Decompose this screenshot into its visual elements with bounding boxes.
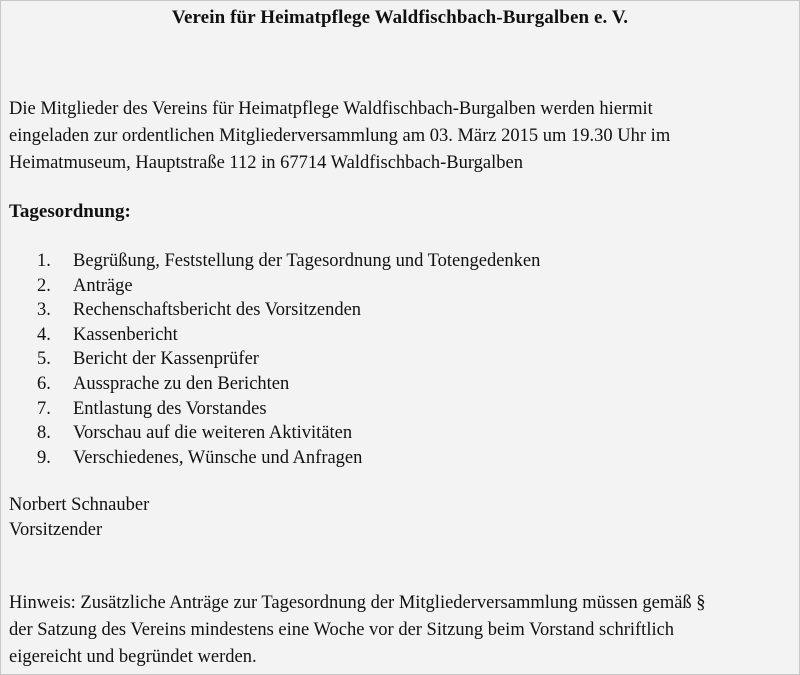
- signature-block: [9, 493, 149, 543]
- note-paragraph: [9, 590, 799, 671]
- agenda-item-text: Aussprache zu den Berichten: [73, 373, 290, 394]
- agenda-item-text: Entlastung des Vorstandes: [73, 398, 267, 419]
- agenda-item-number: 8.: [37, 423, 51, 444]
- note-line: der Satzung des Vereins mindestens eine Woche vor der Sitzung beim Vorstand schriftlich: [9, 620, 675, 640]
- note-line: Hinweis: Zusätzliche Anträge zur Tagesordnung der Mitgliederversammlung müssen gemäß §: [9, 593, 706, 613]
- agenda-item-number: 6.: [37, 373, 51, 394]
- agenda-item-number: 1.: [37, 251, 51, 271]
- agenda-item-number: 3.: [37, 300, 51, 321]
- agenda-item: [37, 347, 540, 372]
- agenda-item: [37, 274, 540, 299]
- agenda-item-number: 9.: [37, 447, 51, 468]
- intro-line: Die Mitglieder des Vereins für Heimatpflege Waldfischbach-Burgalben werden hiermit: [9, 99, 653, 119]
- agenda-list: [37, 249, 540, 470]
- agenda-item-text: Begrüßung, Feststellung der Tagesordnung und Totengedenken: [73, 251, 541, 271]
- agenda-item: [37, 323, 540, 348]
- agenda-item-text: Bericht der Kassenprüfer: [73, 349, 259, 370]
- agenda-item: [37, 249, 540, 274]
- agenda-item-text: Anträge: [73, 275, 133, 296]
- agenda-item-number: 2.: [37, 275, 51, 296]
- agenda-heading: Tagesordnung:: [9, 201, 131, 222]
- agenda-item-text: Rechenschaftsbericht des Vorsitzenden: [73, 300, 362, 321]
- agenda-item: [37, 397, 540, 422]
- intro-line: eingeladen zur ordentlichen Mitgliederversammlung am 03. März 2015 um 19.30 Uhr im: [9, 126, 671, 146]
- agenda-item: [37, 372, 540, 397]
- signature-role: Vorsitzender: [9, 520, 103, 540]
- agenda-item-number: 5.: [37, 349, 51, 370]
- agenda-item-number: 7.: [37, 398, 51, 419]
- agenda-item-text: Verschiedenes, Wünsche und Anfragen: [73, 447, 363, 468]
- signature-name: Norbert Schnauber: [9, 495, 150, 515]
- agenda-item-text: Kassenbericht: [73, 324, 178, 345]
- agenda-item: [37, 446, 540, 471]
- agenda-item-text: Vorschau auf die weiteren Aktivitäten: [73, 423, 353, 444]
- document-title: Verein für Heimatpflege Waldfischbach-Burgalben e. V.: [171, 7, 629, 28]
- note-line: eigereicht und begründet werden.: [9, 647, 257, 667]
- agenda-item-number: 4.: [37, 324, 51, 345]
- intro-paragraph: [9, 96, 789, 177]
- agenda-item: [37, 421, 540, 446]
- agenda-item: [37, 298, 540, 323]
- intro-line: Heimatmuseum, Hauptstraße 112 in 67714 Waldfischbach-Burgalben: [9, 153, 523, 173]
